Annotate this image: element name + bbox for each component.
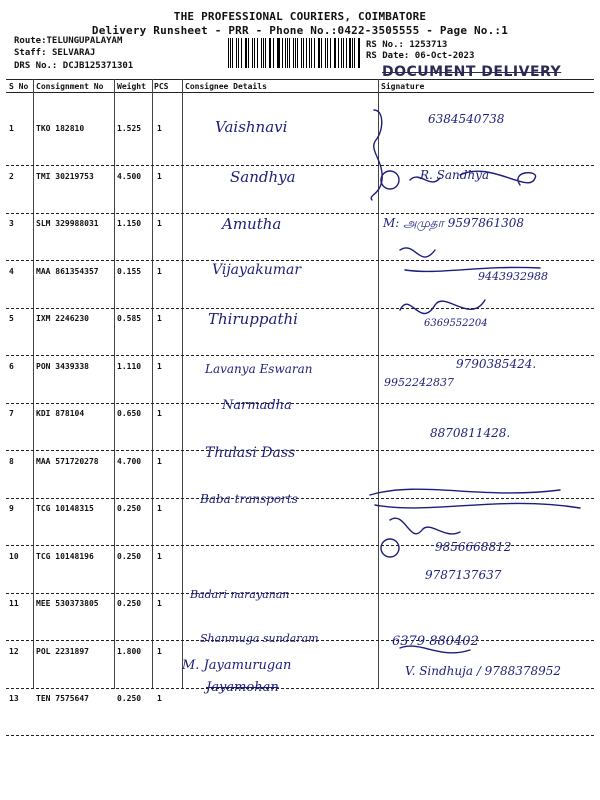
row-signature-handwritten: V. Sindhuja / 9788378952	[405, 664, 562, 678]
row-signature-handwritten: 6384540738	[428, 112, 505, 126]
row-consignment-no: KDI 878104	[36, 409, 85, 418]
barcode-bar	[297, 38, 298, 68]
row-weight: 0.585	[117, 314, 142, 323]
row-weight: 0.250	[117, 694, 142, 703]
row-consignment-no: TKO 182810	[36, 124, 85, 133]
row-sno: 3	[9, 219, 14, 228]
row-consignee-handwritten: Thulasi Dass	[205, 445, 296, 461]
row-weight: 0.650	[117, 409, 142, 418]
barcode-bar	[282, 38, 283, 68]
row-weight: 1.800	[117, 646, 142, 656]
barcode-bar	[358, 38, 359, 68]
barcode-bar	[236, 38, 237, 68]
row-sno: 12	[9, 646, 19, 656]
col-divider	[114, 79, 115, 689]
rs-date-value: 06-Oct-2023	[414, 51, 475, 61]
row-pcs: 1	[157, 219, 162, 228]
row-sno: 1	[9, 124, 14, 133]
row-sno: 2	[9, 171, 14, 181]
barcode-bar	[289, 38, 290, 68]
col-header-signature: Signature	[381, 82, 425, 91]
col-header-sno: S No	[9, 82, 29, 91]
row-pcs: 1	[157, 551, 162, 561]
barcode-bar	[325, 38, 326, 68]
row-sno: 6	[9, 361, 14, 371]
row-consignee-handwritten: Amutha	[222, 215, 282, 233]
row-weight: 0.250	[117, 599, 142, 608]
row-weight: 0.155	[117, 266, 142, 276]
row-consignment-no: TEN 7575647	[36, 694, 89, 703]
row-consignment-no: TCG 10148315	[36, 504, 94, 513]
barcode-bar	[311, 38, 312, 68]
barcode-bar	[265, 38, 266, 68]
route-line	[14, 36, 122, 46]
row-consignment-no: MAA 861354357	[36, 266, 99, 276]
row-weight: 4.700	[117, 456, 142, 466]
runsheet-subtitle: Delivery Runsheet - PRR - Phone No.:0422-3505555 - Page No.:1	[91, 24, 509, 37]
row-pcs: 1	[157, 646, 162, 656]
table-top-rule	[6, 79, 594, 80]
company-title: THE PROFESSIONAL COURIERS, COIMBATORE	[173, 10, 427, 23]
row-consignee-handwritten: Lavanya Eswaran	[205, 362, 313, 376]
rs-no-line	[366, 40, 447, 50]
col-header-consignment: Consignment No	[36, 82, 104, 91]
row-consignment-no: IXM 2246230	[36, 314, 89, 323]
row-consignment-no: POL 2231897	[36, 646, 89, 656]
col-header-pcs: PCS	[154, 82, 169, 91]
row-signature-handwritten: 6369552204	[424, 318, 488, 329]
drs-line	[14, 61, 133, 71]
barcode-bar	[327, 38, 328, 68]
row-signature-handwritten: R. Sandhya	[420, 168, 490, 182]
row-consignment-no: TCG 10148196	[36, 551, 94, 561]
row-sno: 11	[9, 599, 19, 608]
row-pcs: 1	[157, 409, 162, 418]
row-consignee-handwritten: Shanmuga sundaram	[200, 632, 319, 645]
col-divider	[33, 79, 34, 689]
row-consignee-handwritten: Vijayakumar	[212, 262, 302, 278]
row-signature-handwritten: 9856668812	[435, 540, 512, 554]
row-sno: 4	[9, 266, 14, 276]
staff-line	[14, 48, 95, 58]
barcode-bar	[257, 38, 258, 68]
row-pcs: 1	[157, 599, 162, 608]
row-pcs: 1	[157, 124, 162, 133]
staff-label: Staff:	[14, 48, 47, 58]
row-pcs: 1	[157, 694, 162, 703]
row-pcs: 1	[157, 456, 162, 466]
col-divider	[152, 79, 153, 689]
row-signature-handwritten: M: அமுதா 9597861308	[383, 216, 525, 230]
row-consignment-no: TMI 30219753	[36, 171, 94, 181]
rs-date-line	[366, 51, 474, 61]
row-consignee-handwritten: Sandhya	[230, 168, 296, 186]
row-signature-handwritten: 6379 880402	[392, 634, 479, 649]
row-weight: 1.525	[117, 124, 142, 133]
header-bottom-rule	[6, 92, 594, 93]
row-weight: 1.110	[117, 361, 142, 371]
row-sno: 9	[9, 504, 14, 513]
row-signature-handwritten: 9787137637	[425, 568, 502, 582]
row-pcs: 1	[157, 361, 162, 371]
row-sno: 10	[9, 551, 19, 561]
drs-label: DRS No.:	[14, 61, 58, 71]
barcode-bar	[349, 38, 350, 68]
staff-value: SELVARAJ	[51, 48, 96, 58]
route-label: Route:	[14, 36, 47, 46]
row-pcs: 1	[157, 171, 162, 181]
row-consignment-no: SLM 329988031	[36, 219, 99, 228]
rs-no-value: 1253713	[409, 40, 448, 50]
row-signature-handwritten: 9952242837	[384, 376, 454, 389]
row-consignee-handwritten: Badari narayanan	[190, 588, 290, 601]
signature-scribbles	[360, 100, 600, 700]
col-header-consignee: Consignee Details	[185, 82, 267, 91]
row-sno: 13	[9, 694, 19, 703]
barcode-bar	[278, 38, 279, 68]
document-delivery-stamp: DOCUMENT DELIVERY	[382, 64, 562, 80]
barcode-bar	[238, 38, 239, 68]
row-consignee-handwritten: Thiruppathi	[208, 310, 298, 328]
row-signature-handwritten: 8870811428.	[430, 426, 511, 440]
row-sno: 7	[9, 409, 14, 418]
barcode-bar	[303, 38, 304, 68]
row-weight: 0.250	[117, 551, 142, 561]
row-signature-handwritten: 9790385424.	[456, 357, 537, 371]
barcode-bar	[314, 38, 315, 68]
barcode-bar	[343, 38, 344, 68]
row-weight: 0.250	[117, 504, 142, 513]
barcode	[228, 38, 362, 68]
barcode-bar	[335, 38, 336, 68]
barcode-bar	[228, 38, 229, 68]
col-divider	[182, 79, 183, 689]
barcode-bar	[248, 38, 249, 68]
rs-no-label: RS No.:	[366, 40, 404, 50]
row-pcs: 1	[157, 266, 162, 276]
row-consignee-handwritten: Baba transports	[200, 492, 298, 506]
row-pcs: 1	[157, 314, 162, 323]
row-pcs: 1	[157, 504, 162, 513]
row-sno: 5	[9, 314, 14, 323]
row-separator	[6, 735, 594, 736]
rs-date-label: RS Date:	[366, 51, 410, 61]
barcode-bar	[270, 38, 271, 68]
row-sno: 8	[9, 456, 14, 466]
route-value: TELUNGUPALAYAM	[46, 36, 123, 46]
row-consignee-handwritten: Narmadha	[222, 398, 292, 413]
row-consignee-handwritten: Vaishnavi	[215, 118, 288, 136]
barcode-bar	[252, 38, 253, 68]
row-consignment-no: MAA 571720278	[36, 456, 99, 466]
row-signature-handwritten: 9443932988	[478, 270, 548, 283]
col-header-weight: Weight	[117, 82, 146, 91]
drs-value: DCJB125371301	[62, 61, 134, 71]
row-weight: 1.150	[117, 219, 142, 228]
row-weight: 4.500	[117, 171, 142, 181]
row13-consignee-second: Jayamohan	[206, 680, 279, 695]
row-consignee-handwritten: M. Jayamurugan	[182, 658, 292, 673]
row-consignment-no: PON 3439338	[36, 361, 89, 371]
row-consignment-no: MEE 530373805	[36, 599, 99, 608]
